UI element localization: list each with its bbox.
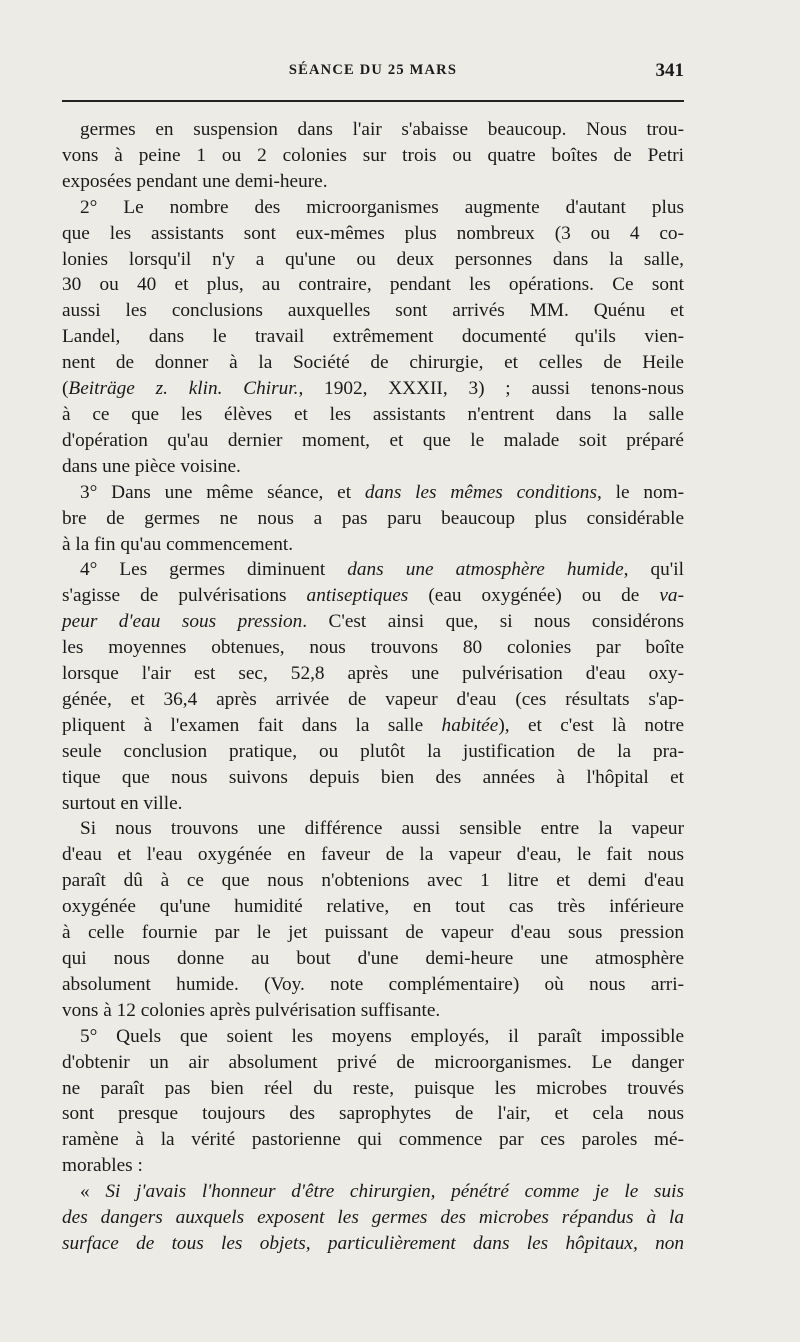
text-segment: « xyxy=(80,1181,106,1203)
text-segment: vons à peine 1 ou 2 colonies sur trois ou quatre boîtes de Petri xyxy=(62,144,684,166)
text-line xyxy=(62,1205,684,1231)
text-line xyxy=(62,583,684,609)
text-line xyxy=(62,376,684,402)
text-line xyxy=(62,946,684,972)
text-segment: lonies lorsqu'il n'y a qu'une ou deux personnes dans la salle, xyxy=(62,248,684,270)
text-line xyxy=(62,169,684,195)
text-segment: , le nom- xyxy=(596,481,685,503)
text-segment: 4° Les germes diminuent xyxy=(80,559,348,581)
text-line xyxy=(62,143,684,169)
header-rule xyxy=(62,100,684,102)
text-segment: pliquent à l'examen fait dans la salle xyxy=(62,714,442,736)
text-segment: lorsque l'air est sec, 52,8 après une pulvérisation d'eau oxy- xyxy=(62,663,684,685)
text-segment: 3° Dans une même séance, et xyxy=(80,481,365,503)
text-line xyxy=(62,791,684,817)
text-line xyxy=(62,1024,684,1050)
text-segment: ne paraît pas bien réel du reste, puisque les microbes trouvés xyxy=(62,1077,684,1099)
italic-text: peur d'eau sous pression xyxy=(62,611,303,633)
text-segment: qui nous donne au bout d'une demi-heure une atmosphère xyxy=(62,948,684,969)
text-segment: surtout en ville. xyxy=(62,792,183,814)
text-line xyxy=(62,713,684,739)
text-segment: exposées pendant une demi-heure. xyxy=(62,170,328,192)
text-segment: génée, et 36,4 après arrivée de vapeur d'eau (ces résultats s'ap- xyxy=(62,688,684,710)
text-segment: . C'est ainsi que, si nous considérons xyxy=(302,611,684,633)
text-segment: Landel, dans le travail extrêmement documenté qu'ils vien- xyxy=(62,326,684,348)
text-line xyxy=(62,972,684,998)
text-line xyxy=(62,557,684,583)
text-line xyxy=(62,816,684,842)
text-line xyxy=(62,635,684,661)
text-segment: d'obtenir un air absolument privé de microorganismes. Le danger xyxy=(62,1051,684,1073)
page-header xyxy=(62,58,684,88)
text-segment: (eau oxygénée) ou de xyxy=(408,585,660,607)
text-segment: à ce que les élèves et les assistants n'entrent dans la salle xyxy=(62,403,684,425)
italic-text: habitée xyxy=(441,714,499,736)
italic-text: Beiträge z. klin. Chirur. xyxy=(68,378,299,400)
text-segment: ), et c'est là notre xyxy=(498,714,685,736)
text-line xyxy=(62,195,684,221)
text-line xyxy=(62,454,684,480)
text-line xyxy=(62,1231,684,1257)
text-line xyxy=(62,920,684,946)
text-segment: germes en suspension dans l'air s'abaisse beaucoup. Nous trou- xyxy=(80,119,684,140)
text-line xyxy=(62,247,684,273)
text-segment: à la fin qu'au commencement. xyxy=(62,533,294,555)
paragraph xyxy=(62,117,684,195)
text-segment: absolument humide. (Voy. note complémentaire) où nous arri- xyxy=(62,973,684,995)
body-text xyxy=(62,117,684,1257)
text-segment: ramène à la vérité pastorienne qui commence par ces paroles mé- xyxy=(62,1129,684,1151)
italic-text: Si j'avais l'honneur d'être chirurgien, pénétré comme je le suis xyxy=(105,1181,684,1203)
text-segment: 2° Le nombre des microorganismes augmente d'autant plus xyxy=(80,196,684,218)
italic-text: des dangers auxquels exposent les germes des microbes répandus à la xyxy=(62,1207,684,1229)
text-line xyxy=(62,298,684,324)
text-line xyxy=(62,894,684,920)
text-line xyxy=(62,1050,684,1076)
italic-text: dans les mêmes conditions xyxy=(364,481,597,503)
text-line xyxy=(62,868,684,894)
text-line xyxy=(62,1101,684,1127)
italic-text: surface de tous les objets, particulièrement dans les hôpitaux, non xyxy=(62,1232,684,1254)
paragraph xyxy=(62,816,684,1023)
text-segment: les moyennes obtenues, nous trouvons 80 colonies par boîte xyxy=(62,637,684,659)
text-segment: , qu'il xyxy=(623,559,684,581)
text-segment: oxygénée qu'une humidité relative, en tout cas très inférieure xyxy=(62,896,684,918)
text-line xyxy=(62,998,684,1024)
text-line xyxy=(62,402,684,428)
text-line xyxy=(62,1153,684,1179)
text-line xyxy=(62,765,684,791)
text-segment: ( xyxy=(62,378,69,400)
text-line xyxy=(62,272,684,298)
text-line xyxy=(62,428,684,454)
text-line xyxy=(62,532,684,558)
text-line xyxy=(62,687,684,713)
text-line xyxy=(62,1076,684,1102)
text-segment: que les assistants sont eux-mêmes plus nombreux (3 ou 4 co- xyxy=(62,222,684,244)
paragraph xyxy=(62,557,684,816)
text-line xyxy=(62,739,684,765)
text-segment: tique que nous suivons depuis bien des années à l'hôpital et xyxy=(62,766,684,788)
text-segment: 5° Quels que soient les moyens employés, il paraît impossible xyxy=(80,1025,684,1047)
text-line xyxy=(62,506,684,532)
text-segment: bre de germes ne nous a pas paru beaucoup plus considérable xyxy=(62,507,684,529)
text-line xyxy=(62,350,684,376)
italic-text: antiseptiques xyxy=(306,585,409,607)
page-number: 341 xyxy=(655,60,684,81)
text-line xyxy=(62,842,684,868)
text-segment: vons à 12 colonies après pulvérisation suffisante. xyxy=(62,999,441,1021)
paragraph xyxy=(62,480,684,558)
italic-text: va- xyxy=(659,585,684,607)
paragraph xyxy=(62,1179,684,1257)
text-line xyxy=(62,609,684,635)
text-line xyxy=(62,661,684,687)
text-segment: paraît dû à ce que nous n'obtenions avec 1 litre et demi d'eau xyxy=(62,870,684,892)
text-line xyxy=(62,1127,684,1153)
text-line xyxy=(62,480,684,506)
text-segment: Si nous trouvons une différence aussi sensible entre la vapeur xyxy=(80,818,684,840)
paragraph xyxy=(62,1024,684,1179)
text-line xyxy=(62,117,684,143)
text-segment: 30 ou 40 et plus, au contraire, pendant les opérations. Ce sont xyxy=(62,274,684,296)
text-segment: sont presque toujours des saprophytes de l'air, et cela nous xyxy=(62,1103,684,1125)
text-line xyxy=(62,1179,684,1205)
text-segment: morables : xyxy=(62,1155,143,1177)
text-segment: seule conclusion pratique, ou plutôt la justification de la pra- xyxy=(62,740,684,762)
text-line xyxy=(62,324,684,350)
text-segment: nent de donner à la Société de chirurgie, et celles de Heile xyxy=(62,352,684,374)
text-line xyxy=(62,221,684,247)
italic-text: dans une atmosphère humide xyxy=(347,559,624,581)
text-segment: à celle fournie par le jet puissant de vapeur d'eau sous pression xyxy=(62,922,684,944)
text-segment: d'eau et l'eau oxygénée en faveur de la vapeur d'eau, le fait nous xyxy=(62,844,684,866)
text-segment: aussi les conclusions auxquelles sont arrivés MM. Quénu et xyxy=(62,300,684,322)
text-segment: d'opération qu'au dernier moment, et que le malade soit préparé xyxy=(62,429,684,451)
text-segment: , 1902, XXXII, 3) ; aussi tenons-nous xyxy=(298,378,684,400)
paragraph xyxy=(62,195,684,480)
text-segment: s'agisse de pulvérisations xyxy=(62,585,307,607)
text-segment: dans une pièce voisine. xyxy=(62,455,241,477)
running-title: SÉANCE DU 25 MARS xyxy=(288,62,458,78)
